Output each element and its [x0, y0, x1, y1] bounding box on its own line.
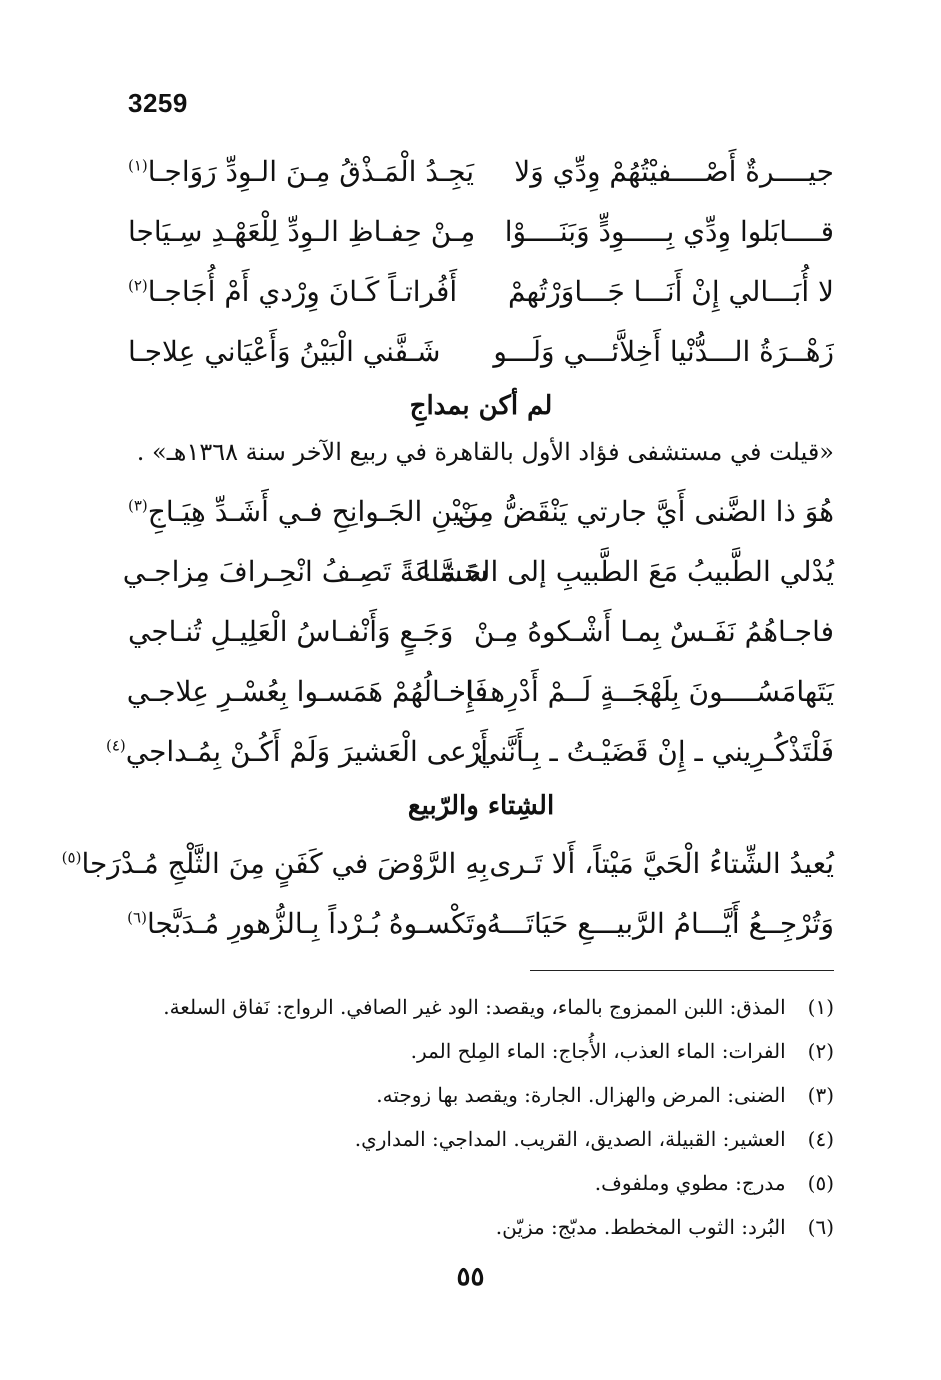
- footnote-number: (٣): [807, 1083, 834, 1107]
- verse-first-hemistich: يُدْلي الطَّبيبُ مَعَ الطَّبيبِ إلى الحَشـا: [422, 555, 834, 588]
- verse-second-hemistich: وتَكْسـوهُ بُـرْداً بِـالزُّهورِ مُـدَبَّجا$^{(٦)}$: [127, 907, 488, 940]
- verse-first-hemistich: فَلْتَذْكُـرِيني ـ إِنْ قَضَيْـتُ ـ بِـأَنَّني: [476, 735, 834, 768]
- poem-occasion: «قيلت في مستشفى فؤاد الأول بالقاهرة في ربيع الآخر سنة ١٣٦٨هـ» .: [136, 438, 834, 466]
- footnote-marker: (١): [128, 156, 148, 175]
- verse-second-hemistich: وَجَـعٍ وَأَنْفـاسُ الْعَلِيـلِ تُنـاجي: [128, 615, 454, 648]
- poem-title: لم أكن بمداجِ: [409, 391, 553, 421]
- verse-first-hemistich: قــــابَلوا وِدِّي بِـــــوِدٍّ وَبَنَــــوْا: [504, 215, 834, 248]
- verse-first-hemistich: يُعيدُ الشِّتاءُ الْحَيَّ مَيْتاً، أَلا تَـرى: [489, 847, 834, 880]
- verse-second-hemistich: شَـفَّني الْبَيْنُ وَأَعْيَاني عِلاجـا: [128, 335, 441, 368]
- footnote-item: [128, 985, 834, 1029]
- verse-row: [128, 322, 834, 382]
- footnote-item: [128, 1117, 834, 1161]
- verse-second-hemistich: مِـنْ حِفـاظِ الـوِدِّ لِلْعَهْـدِ سِـيَاجا: [128, 215, 476, 248]
- footnote-text: الضنى: المرض والهزال. الجارة: ويقصد بها زوجته.: [376, 1083, 786, 1107]
- verse-row: [128, 662, 834, 722]
- footnote-marker: (٢): [128, 276, 148, 295]
- verse-row: [128, 602, 834, 662]
- footnote-number: (١): [807, 995, 834, 1019]
- footnote-text: المذق: اللبن الممزوج بالماء، ويقصد: الود غير الصافي. الرواج: نَفاق السلعة.: [163, 995, 786, 1019]
- footnote-text: العشير: القبيلة، الصديق، القريب. المداجي: المداري.: [354, 1127, 786, 1151]
- verse-row: [105, 722, 834, 782]
- verse-second-hemistich: أَفُراتـاً كَـانَ وِرْدي أَمْ أُجَاجـا$^{(٢)}$: [128, 275, 458, 308]
- footnote-item: [128, 1029, 834, 1073]
- footnote-item: [128, 1073, 834, 1117]
- poem-2: [105, 482, 834, 782]
- verse-first-hemistich: فاجـاهُمُ نَفَـسٌ بِمـا أَشْـكوهُ مِـنْ: [473, 615, 834, 648]
- poem-title: الشِتاء والرّبيع: [407, 791, 555, 821]
- verse-first-hemistich: لا أُبَـــالي إِنْ أَنَـــا جَـــاوَرْتُهمْ: [507, 275, 834, 308]
- verse-row: [128, 894, 834, 954]
- footnote-divider: [530, 970, 834, 971]
- poem-1: [128, 142, 834, 382]
- footnote-marker: (٣): [128, 496, 148, 515]
- footnote-text: مدرج: مطوي وملفوف.: [594, 1171, 786, 1195]
- footnote-number: (٤): [807, 1127, 834, 1151]
- footnotes: [128, 985, 834, 1249]
- verse-row: [128, 482, 834, 542]
- footnote-marker: (٤): [105, 736, 126, 755]
- verse-second-hemistich: سَـمَّاعَةً تَصِـفُ انْحِـرافَ مِزاجـي: [122, 555, 488, 588]
- verse-second-hemistich: بِهِ الرَّوْضَ في كَفَنٍ مِنَ الثَّلْجِ مُـدْرَجا$^{(٥)}$: [61, 847, 488, 880]
- poem-3: [61, 834, 834, 954]
- verse-row: [128, 202, 834, 262]
- footnote-item: [128, 1161, 834, 1205]
- verse-second-hemistich: أَرْعى الْعَشيرَ وَلَمْ أَكُـنْ بِمُـداجي$^{(٤)}$: [105, 735, 488, 768]
- footnote-marker: (٦): [127, 908, 147, 927]
- verse-row: [122, 542, 834, 602]
- verse-row: [128, 262, 834, 322]
- footnote-number: (٦): [807, 1215, 834, 1239]
- verse-first-hemistich: زَهْــرَةُ الـــدُّنْيا أَخِلاَّئـــي وَلَـــو: [493, 335, 834, 368]
- verse-first-hemistich: يَتَهامَسُــــونَ بِلَهْجَــةٍ لَــمْ أَدْرِهــا: [465, 675, 834, 708]
- page-number-bottom: ٥٥: [456, 1262, 485, 1292]
- footnote-item: [128, 1205, 834, 1249]
- verse-first-hemistich: هُوَ ذا الضَّنى أَيَّ جارتي يَنْقَضُّ مِنْ: [457, 495, 834, 528]
- footnote-text: الفرات: الماء العذب، الأُجاج: الماء المِلح المر.: [410, 1039, 786, 1063]
- footnote-number: (٢): [807, 1039, 834, 1063]
- verse-second-hemistich: فَإِخـالُهُمْ هَمَسـوا بِعُسْـرِ عِلاجـي: [126, 675, 488, 708]
- footnote-text: البُرد: الثوب المخطط. مدبّج: مزيّن.: [495, 1215, 786, 1239]
- verse-row: [61, 834, 834, 894]
- page-number-top: 3259: [128, 88, 188, 118]
- footnote-marker: (٥): [61, 848, 82, 867]
- verse-second-hemistich: يَجِـدُ الْمَـذْقُ مِـنَ الـوِدِّ رَوَاجـا$^{(١)}$: [128, 155, 475, 188]
- footnote-number: (٥): [807, 1171, 834, 1195]
- verse-first-hemistich: وَتُرْجِــعُ أَيَّـــامُ الرَّبيـــعِ حَيَاتَـــهُ: [486, 907, 834, 940]
- verse-row: [128, 142, 834, 202]
- verse-second-hemistich: بَـيْنِ الجَـوانِحِ فـي أَشَـدِّ هِيَـاجِ$^{(٣)}$: [128, 495, 477, 528]
- verse-first-hemistich: جيــــرةٌ أَصْــــفيْتُهُمْ وِدِّي وَلا: [514, 155, 834, 188]
